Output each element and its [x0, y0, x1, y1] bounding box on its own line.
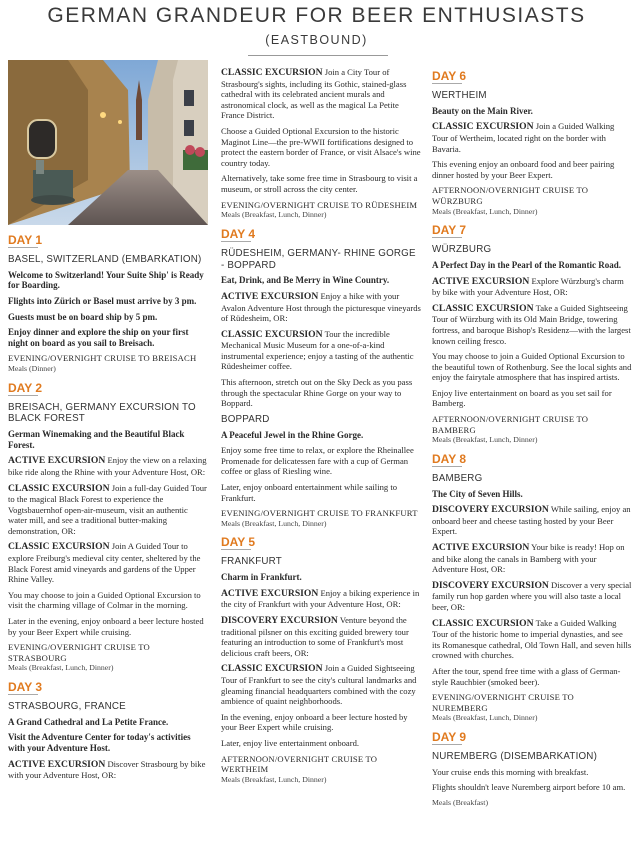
excursion-label: CLASSIC EXCURSION: [221, 67, 323, 78]
day-6-heading: DAY 6: [432, 69, 467, 83]
day-6-cruise: AFTERNOON/OVERNIGHT CRUISE TO WÜRZBURG: [432, 185, 589, 206]
excursion-text: Venture beyond the traditional pilsner on this exciting guided brewery tour featuring an introduction to some of Frankfurt's most delicious craft beers, OR:: [221, 614, 409, 658]
day-3-cruise: EVENING/OVERNIGHT CRUISE TO RÜDESHEIM: [221, 199, 418, 210]
day-7-line: Enjoy live entertainment on board as you set sail for Bamberg.: [432, 387, 612, 409]
day-2-location: BREISACH, GERMANY EXCURSION TO BLACK FOREST: [8, 401, 196, 425]
excursion-text: Enjoy a hike with your Avalon Adventure Host through the picturesque vineyards of Rüdesheim, OR:: [221, 290, 421, 324]
day-7-tagline: A Perfect Day in the Pearl of the Romantic Road.: [432, 259, 621, 270]
day-7-location: WÜRZBURG: [432, 244, 492, 256]
day-1-meals: Meals (Dinner): [8, 363, 56, 373]
excursion-text: Join a City Tour of Strasbourg's sights, including its Gothic, stained-glass cathedral with its celebrated ancient murals and astronomical clock, as well as the magical La Petite France District.: [221, 67, 407, 121]
day-4-line: Later, enjoy onboard entertainment while sailing to Frankfurt.: [221, 482, 398, 503]
excursion-text: Enjoy a biking experience in the city of Frankfurt with your Adventure Host, OR:: [221, 587, 420, 610]
day-3-tagline: A Grand Cathedral and La Petite France.: [8, 716, 169, 727]
day-6-line: This evening enjoy an onboard food and beer pairing dinner hosted by your Beer Expert.: [432, 159, 615, 180]
day-5-excursion: [221, 663, 422, 706]
day-4-meals: Meals (Breakfast, Lunch, Dinner): [221, 518, 327, 528]
day-3-meals: Meals (Breakfast, Lunch, Dinner): [221, 210, 327, 220]
day-3-tagline-2: Visit the Adventure Center for today's activities with your Adventure Host.: [8, 732, 191, 753]
day-divider: [8, 395, 38, 396]
day-6-meals: Meals (Breakfast, Lunch, Dinner): [432, 206, 538, 216]
day-2-heading: DAY 2: [8, 380, 43, 395]
day-3-location: STRASBOURG, FRANCE: [8, 701, 126, 713]
day-7-meals: Meals (Breakfast, Lunch, Dinner): [432, 435, 538, 445]
day-4-excursion: [221, 329, 422, 372]
day-3-line: Choose a Guided Optional Excursion to the historic Maginot Line—the pre-WWII fortifications designed to protect the eastern border of France, or visit Alsace's wine country today.: [221, 125, 421, 168]
excursion-text: Join a Guided Walking Tour of Wertheim, located right on the border with Bavaria.: [432, 121, 615, 154]
excursion-label: ACTIVE EXCURSION: [8, 455, 106, 467]
excursion-text: While sailing, enjoy an onboard beer and cheese tasting hosted by your Beer Expert.: [432, 504, 631, 537]
excursion-label: CLASSIC EXCURSION: [432, 121, 534, 133]
title-divider: [248, 55, 388, 56]
excursion-label: DISCOVERY EXCURSION: [221, 614, 338, 626]
day-8-meals: Meals (Breakfast, Lunch, Dinner): [432, 713, 538, 723]
excursion-label: ACTIVE EXCURSION: [221, 587, 319, 599]
day-6-excursion: [432, 121, 632, 154]
column-3: [432, 67, 632, 815]
day-5-tagline: Charm in Frankfurt.: [221, 572, 302, 583]
day-9-meals: Meals (Breakfast): [432, 797, 489, 807]
excursion-label: CLASSIC EXCURSION: [221, 328, 323, 340]
day-4-location: RÜDESHEIM, GERMANY- RHINE GORGE - BOPPARD: [221, 247, 416, 271]
excursion-text: Your bike is ready! Hop on and bike along the canals in Bamberg with your Adventure Host, OR:: [432, 542, 625, 575]
day-2-cruise: EVENING/OVERNIGHT CRUISE TO STRASBOURG: [8, 642, 150, 663]
excursion-label: ACTIVE EXCURSION: [432, 275, 530, 287]
column-2: [221, 67, 422, 791]
day-2-line: Later in the evening, enjoy onboard a beer lecture hosted by your Beer Expert while cruising.: [8, 616, 204, 637]
day-1-line: Welcome to Switzerland! Your Suite Ship' is Ready for Boarding.: [8, 269, 204, 291]
day-9-heading: DAY 9: [432, 729, 467, 744]
day-5-location: FRANKFURT: [221, 556, 282, 568]
day-6-tagline: Beauty on the Main River.: [432, 105, 533, 116]
day-5-meals: Meals (Breakfast, Lunch, Dinner): [221, 774, 327, 784]
excursion-text: Take a Guided Walking Tour of the historic home to imperial dynasties, and see its Romanesque cathedral, Old Town Hall, and seven hills crowned with churches.: [432, 617, 632, 661]
day-1-cruise: EVENING/OVERNIGHT CRUISE TO BREISACH: [8, 353, 197, 364]
photo-illustration: [8, 60, 208, 225]
excursion-label: ACTIVE EXCURSION: [8, 758, 106, 770]
day-divider: [221, 241, 251, 242]
day-4-excursion: [221, 291, 422, 324]
day-1-line: Guests must be on board ship by 5 pm.: [8, 311, 158, 322]
day-2-excursion: [8, 483, 208, 537]
excursion-label: ACTIVE EXCURSION: [221, 290, 319, 302]
basel-street-photo: [8, 60, 208, 225]
day-9-location: NUREMBERG (DISEMBARKATION): [432, 750, 598, 762]
day-9-line: Flights shouldn't leave Nuremberg airport before 10 am.: [432, 782, 626, 793]
day-5-excursion: [221, 588, 422, 610]
page-subtitle: (EASTBOUND): [265, 33, 368, 47]
day-8-cruise: EVENING/OVERNIGHT CRUISE TO NUREMBERG: [432, 692, 574, 713]
day-7-line: You may choose to join a Guided Optional Excursion to the beautiful town of Rothenburg. See the local sights and enjoy the fairytale atmosphere that has inspired artists.: [432, 351, 632, 383]
day-2-excursion: [8, 541, 208, 584]
day-4-tagline-2: A Peaceful Jewel in the Rhine Gorge.: [221, 429, 364, 440]
day-divider: [8, 694, 38, 695]
day-2-tagline: German Winemaking and the Beautiful Black Forest.: [8, 429, 185, 450]
excursion-text: Discover a very special family run hop garden where you will also taste a local beer, OR:: [432, 579, 632, 612]
day-9-line: Your cruise ends this morning with breakfast.: [432, 766, 589, 777]
day-2-excursion: [8, 455, 208, 477]
excursion-label: ACTIVE EXCURSION: [432, 542, 530, 554]
day-divider: [221, 549, 251, 550]
day-2-meals: Meals (Breakfast, Lunch, Dinner): [8, 663, 114, 673]
day-8-location: BAMBERG: [432, 472, 483, 484]
day-5-cruise: AFTERNOON/OVERNIGHT CRUISE TO WERTHEIM: [221, 753, 378, 775]
day-8-line: After the tour, spend free time with a glass of German-style Rauchbier (smoked beer).: [432, 665, 621, 687]
excursion-text: Join a full-day Guided Tour to the magical Black Forest to experience the Vogtsbauernhof open-air-museum, visit an authentic water mill, and see a traditional butter-making demonstration, OR:: [8, 482, 207, 536]
day-5-heading: DAY 5: [221, 535, 256, 550]
excursion-text: Enjoy the view on a relaxing bike ride along the Rhine with your Adventure Host, OR:: [8, 455, 207, 477]
excursion-label: CLASSIC EXCURSION: [432, 302, 534, 314]
day-7-excursion: [432, 303, 632, 346]
excursion-label: CLASSIC EXCURSION: [8, 482, 110, 494]
day-4-line: Enjoy some free time to relax, or explore the Rheinallee Promenade for delicatessen fare with a cup of German coffee or glass of Riesling wine.: [221, 445, 414, 477]
excursion-label: CLASSIC EXCURSION: [8, 541, 110, 553]
excursion-text: Take a Guided Sightseeing Tour of Würzburg with its Old Main Bridge, towering fortress, and baroque Bishop's Residenz—with the largest known ceiling fresco.: [432, 302, 631, 346]
column-1: [8, 60, 208, 786]
day-4-heading: DAY 4: [221, 226, 256, 241]
day-4-cruise: EVENING/OVERNIGHT CRUISE TO FRANKFURT: [221, 508, 418, 519]
day-5-line: In the evening, enjoy onboard a beer lecture hosted by your Beer Expert while cruising.: [221, 711, 408, 733]
day-8-excursion: [432, 618, 632, 661]
excursion-text: Join a Guided Sightseeing Tour of Frankfurt to see the city's cultural landmarks and gleaming financial headquarters combined with the cozy ambience of quaint neighborhoods.: [221, 663, 417, 707]
day-divider: [432, 466, 462, 467]
day-7-heading: DAY 7: [432, 223, 467, 238]
day-7-cruise: AFTERNOON/OVERNIGHT CRUISE TO BAMBERG: [432, 414, 589, 435]
day-1-line: Enjoy dinner and explore the ship on your first night on board as you sail to Breisach.: [8, 327, 189, 348]
day-3-line: Alternatively, take some free time in Strasbourg to visit a museum, or stroll across the city center.: [221, 173, 418, 194]
day-3-excursion: [221, 67, 422, 121]
day-8-excursion: [432, 542, 632, 575]
day-1-line: Flights into Zürich or Basel must arrive by 3 pm.: [8, 295, 197, 306]
day-3-heading: DAY 3: [8, 680, 43, 695]
day-1-heading: DAY 1: [8, 233, 43, 247]
day-5-excursion: [221, 615, 422, 658]
day-2-line: You may choose to join a Guided Optional Excursion to visit the charming village of Colmar in the morning.: [8, 589, 201, 611]
page-title: GERMAN GRANDEUR FOR BEER ENTHUSIASTS: [47, 4, 586, 27]
day-8-excursion: [432, 580, 632, 613]
excursion-text: Explore Würzburg's charm by bike with your Adventure Host, OR:: [432, 275, 624, 298]
day-4-tagline: Eat, Drink, and Be Merry in Wine Country.: [221, 275, 390, 286]
day-3-excursion: [8, 759, 208, 781]
day-1-location: BASEL, SWITZERLAND (EMBARKATION): [8, 254, 202, 265]
day-7-excursion: [432, 276, 632, 298]
day-8-heading: DAY 8: [432, 451, 467, 466]
day-divider: [8, 247, 38, 248]
day-divider: [432, 744, 462, 745]
day-5-line: Later, enjoy live entertainment onboard.: [221, 737, 360, 748]
day-4-location-2: BOPPARD: [221, 413, 270, 425]
excursion-text: Tour the incredible Mechanical Music Museum for a one-of-a-kind instrumental experience; enjoy a tasting of the authentic Rüdesheimer coffee.: [221, 328, 414, 372]
day-8-excursion: [432, 504, 632, 537]
excursion-label: CLASSIC EXCURSION: [432, 617, 534, 629]
day-8-tagline: The City of Seven Hills.: [432, 488, 523, 499]
excursion-text: Discover Strasbourg by bike with your Adventure Host, OR:: [8, 758, 206, 781]
day-divider: [432, 237, 462, 238]
day-divider: [432, 83, 462, 84]
excursion-text: Join A Guided Tour to explore Freiburg's medieval city center, sheltered by the Black Forest amid vineyards and gardens of the Upper Rhine Valley.: [8, 541, 201, 585]
excursion-label: CLASSIC EXCURSION: [221, 663, 323, 675]
excursion-label: DISCOVERY EXCURSION: [432, 579, 549, 591]
excursion-label: DISCOVERY EXCURSION: [432, 504, 549, 516]
day-4-line: This afternoon, stretch out on the Sky Deck as you pass through the spectacular Rhine Gorge on your way to Boppard.: [221, 377, 413, 409]
day-6-location: WERTHEIM: [432, 90, 487, 101]
